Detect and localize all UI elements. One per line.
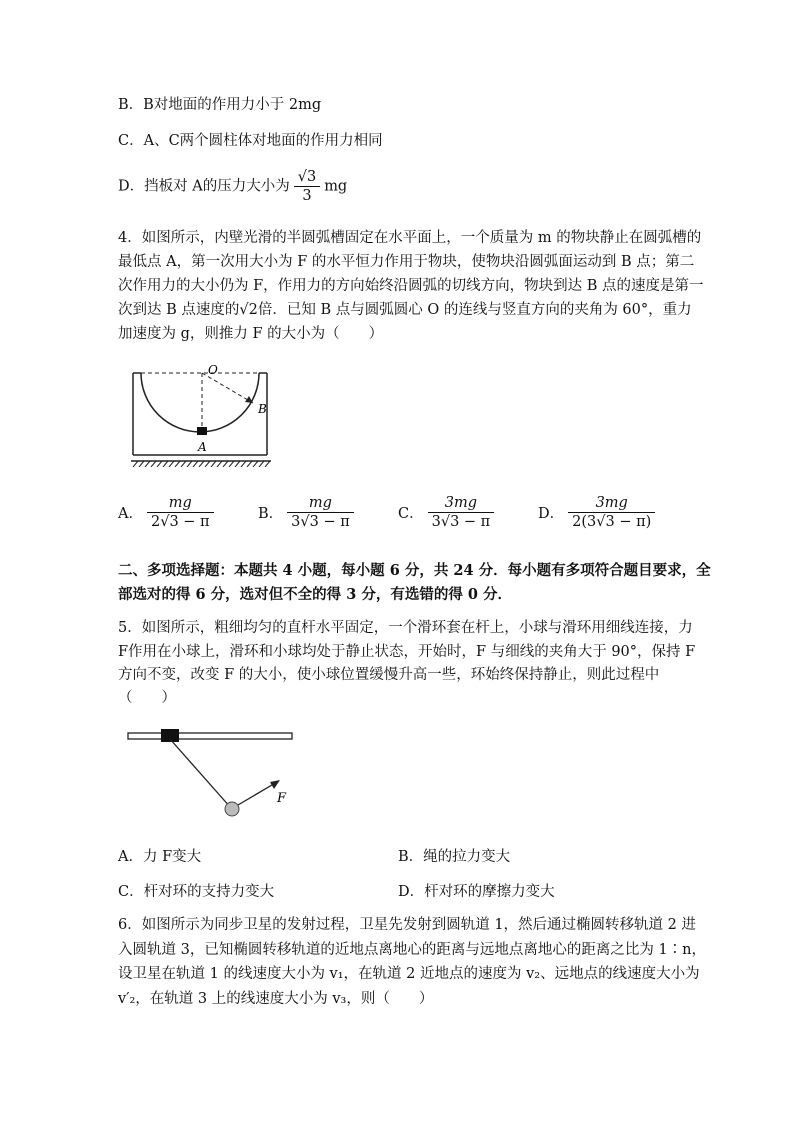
q5-stem-line-1: 5．如图所示，粗细均匀的直杆水平固定，一个滑环套在杆上，小球与滑环用细线连接，力 — [118, 620, 693, 636]
q5-option-a[interactable]: A．力 F变大 — [118, 849, 202, 865]
q4-option-c[interactable] — [398, 494, 498, 531]
q3-option-c[interactable]: C．A、C两个圆柱体对地面的作用力相同 — [118, 133, 383, 149]
q4-stem-line-1: 4．如图所示，内壁光滑的半圆弧槽固定在水平面上，一个质量为 m 的物块静止在圆弧槽的 — [118, 230, 702, 246]
q5-option-d[interactable]: D．杆对环的摩擦力变大 — [398, 884, 555, 900]
q6-stem-line-1: 6．如图所示为同步卫星的发射过程，卫星先发射到圆轨道 1，然后通过椭圆转移轨道 2 进 — [118, 917, 696, 933]
q4-label-a: A — [198, 440, 207, 454]
q5-stem-line-4: （ ） — [118, 690, 176, 706]
q6-stem-line-3: 设卫星在轨道 1 的线速度大小为 v₁，在轨道 2 近地点的速度为 v₂、远地点的线速度大小为 — [118, 966, 700, 982]
q5-figure-rod-ring-ball — [125, 724, 300, 824]
q5-ball — [225, 802, 239, 816]
q5-option-b[interactable]: B．绳的拉力变大 — [398, 849, 511, 865]
q4-option-b[interactable] — [258, 494, 358, 531]
q4-option-d-label: D． — [538, 506, 565, 522]
q4-option-a-denominator: 2√3 − π — [150, 514, 210, 530]
q6-stem-line-2: 入圆轨道 3，已知椭圆转移轨道的近地点离地心的距离与远地点离地心的距离之比为 1∶n， — [118, 942, 707, 958]
q4-label-o: O — [208, 365, 218, 377]
q4-stem-line-2: 最低点 A，第一次用大小为 F 的水平恒力作用于物块，使物块沿圆弧面运动到 B 点；第二 — [118, 254, 695, 270]
q4-stem-line-4b: 倍．已知 B 点与圆弧圆心 O 的连线与竖直方向的夹角为 60°，重力 — [257, 302, 692, 318]
q4-option-d-denominator: 2(3√3 − π) — [572, 514, 652, 530]
q4-option-d-numerator: 3mg — [568, 494, 655, 513]
q4-option-c-numerator: 3mg — [428, 494, 495, 513]
q6-stem-line-4: v′₂，在轨道 3 上的线速度大小为 v₃，则（ ） — [118, 991, 434, 1007]
q3-option-d-suffix: mg — [324, 178, 348, 195]
q4-option-c-denominator: 3√3 − π — [431, 514, 491, 530]
q4-option-b-numerator: mg — [287, 494, 354, 513]
q4-option-b-label: B． — [258, 506, 284, 522]
q5-string — [170, 739, 231, 808]
q4-option-a[interactable] — [118, 494, 218, 531]
section2-heading-line-1: 二、多项选择题：本题共 4 小题，每小题 6 分，共 24 分．每小题有多项符合题目要求，全 — [118, 562, 711, 579]
q5-slider-ring — [161, 729, 179, 742]
q3-option-d-denominator: 3 — [302, 188, 312, 204]
q4-option-c-label: C． — [398, 506, 424, 522]
q5-stem-line-3: 方向不变，改变 F 的大小，使小球位置缓慢升高一些，环始终保持静止，则此过程中 — [118, 667, 660, 683]
q5-force-arrow — [238, 782, 277, 805]
q4-option-b-denominator: 3√3 − π — [291, 514, 350, 530]
q4-stem-line-4a: 次到达 B 点速度的 — [118, 302, 240, 318]
q3-option-b[interactable]: B．B对地面的作用力小于 2mg — [118, 97, 322, 113]
q4-stem-line-5: 加速度为 g，则推力 F 的大小为（ ） — [118, 326, 384, 342]
q4-stem-line-4 — [118, 300, 692, 320]
q3-option-d-fraction — [294, 168, 320, 205]
q5-option-c[interactable]: C．杆对环的支持力变大 — [118, 884, 275, 900]
q5-label-f: F — [277, 791, 287, 806]
q3-option-d-prefix: D．挡板对 A的压力大小为 — [118, 178, 290, 195]
q5-stem-line-2: F作用在小球上，滑环和小球均处于静止状态，开始时，F 与细线的夹角大于 90°，保持 F — [118, 644, 696, 660]
q4-figure-semicircle-groove — [125, 365, 275, 467]
q3-option-d[interactable] — [118, 168, 347, 205]
q4-option-d[interactable] — [538, 494, 659, 531]
section2-heading-line-2: 部选对的得 6 分，选对但不全的得 3 分，有选错的得 0 分． — [118, 586, 513, 603]
q4-option-a-label: A． — [118, 506, 143, 522]
q3-option-d-numerator: √3 — [294, 168, 320, 187]
q4-label-b: B — [258, 402, 267, 416]
q4-sqrt2: √2 — [239, 302, 258, 318]
q4-option-a-numerator: mg — [147, 494, 214, 513]
q4-stem-line-3: 次作用力的大小仍为 F，作用力的方向始终沿圆弧的切线方向，物块到达 B 点的速度是第一 — [118, 278, 704, 294]
